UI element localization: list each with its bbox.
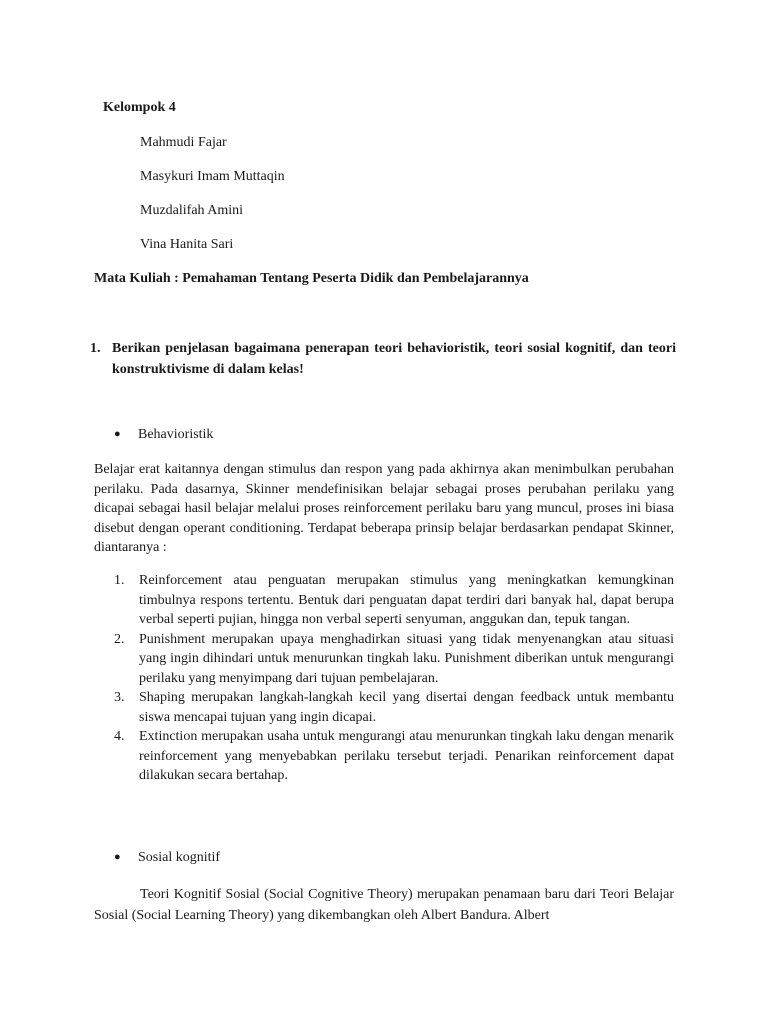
list-item-number: 3. [114, 690, 125, 705]
list-item-text: Reinforcement atau penguatan merupakan stimulus yang meningkatkan kemungkinan timbulnya respons tertentu. Bentuk dari penguatan dapat terdiri dari banyak hal, dapat berupa verbal seperti pujian, hingga non verbal seperti senyuman, anggukan dan, tepuk tangan. [139, 573, 674, 627]
list-item-text: Extinction merupakan usaha untuk mengurangi atau menurunkan tingkah laku dengan menarik reinforcement yang menyebabkan perilaku tersebut terjadi. Penarikan reinforcement dapat dilakukan secara bertahap. [139, 729, 674, 783]
behavioristik-intro: Belajar erat kaitannya dengan stimulus dan respon yang pada akhirnya akan menimbulkan perubahan perilaku. Pada dasarnya, Skinner mendefinisikan belajar sebagai proses perubahan perilaku yang dicapai sebagai hasil belajar melalui proses reinforcement perilaku baru yang muncul, proses ini biasa disebut dengan operant conditioning. Terdapat beberapa prinsip belajar berdasarkan pendapat Skinner, diantaranya : [94, 462, 674, 555]
section-title: Sosial kognitif [138, 850, 221, 865]
list-item-number: 2. [114, 631, 125, 647]
bullet-icon: ● [114, 428, 121, 440]
section-heading-behavioristik [114, 427, 213, 443]
list-item [114, 727, 674, 786]
list-item-text: Punishment merupakan upaya menghadirkan situasi yang tidak menyenangkan atau situasi yang ingin dihindari untuk menurunkan tingkah laku. Punishment diberikan untuk mengurangi perilaku yang menyimpang dari tujuan pembelajaran. [139, 631, 674, 686]
sosial-kognitif-intro: Teori Kognitif Sosial (Social Cognitive Theory) merupakan penamaan baru dari Teori Belajar Sosial (Social Learning Theory) yang dikembangkan oleh Albert Bandura. Albert [94, 887, 674, 923]
list-item-number: 4. [114, 729, 125, 744]
member-name: Muzdalifah Amini [140, 203, 244, 218]
question-text: Berikan penjelasan bagaimana penerapan teori behavioristik, teori sosial kognitif, dan teori konstruktivisme di dalam kelas! [112, 341, 676, 377]
section-title: Behavioristik [138, 427, 214, 442]
list-item [114, 571, 674, 630]
question-number: 1. [90, 341, 101, 356]
list-item-number: 1. [114, 573, 125, 588]
group-title: Kelompok 4 [103, 100, 176, 115]
course-title: Mata Kuliah : Pemahaman Tentang Peserta Didik dan Pembelajarannya [94, 271, 529, 286]
list-item-text: Shaping merupakan langkah-langkah kecil yang disertai dengan feedback untuk membantu siswa mencapai tujuan yang ingin dicapai. [139, 690, 674, 725]
bullet-icon: ● [114, 851, 121, 863]
section-heading-sosial-kognitif [114, 850, 220, 866]
member-name: Vina Hanita Sari [140, 237, 234, 252]
list-item [114, 688, 674, 727]
member-name: Masykuri Imam Muttaqin [140, 169, 285, 184]
question-1 [90, 338, 676, 380]
list-item [114, 630, 674, 689]
principles-list [114, 571, 674, 786]
member-name: Mahmudi Fajar [140, 135, 227, 150]
